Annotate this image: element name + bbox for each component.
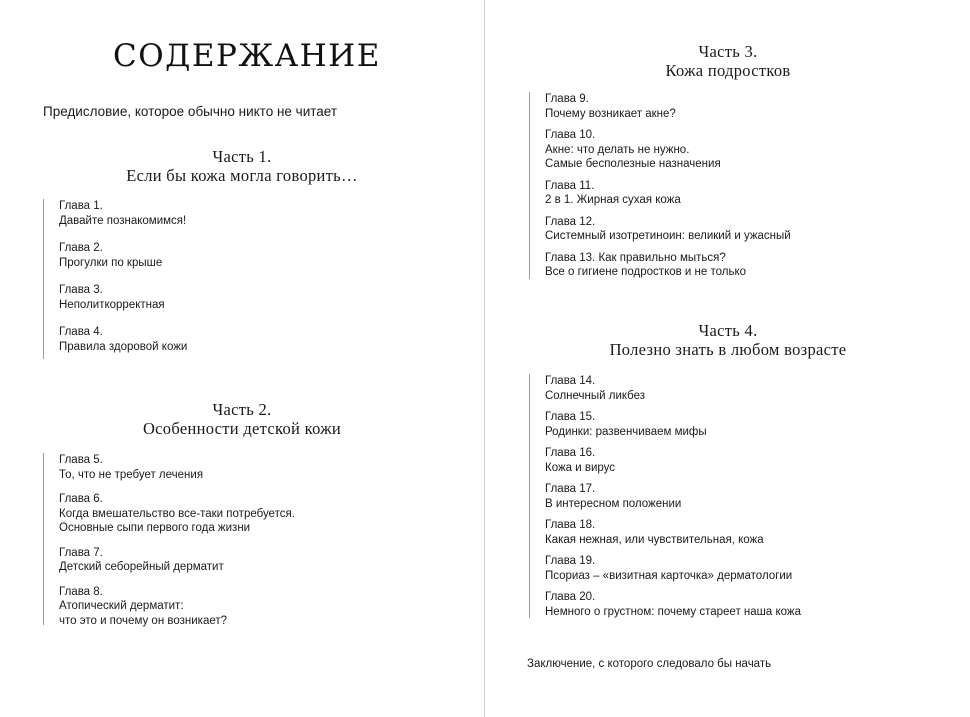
chapter-19[interactable] (545, 554, 801, 583)
chapter-13-number: Глава 13. Как правильно мыться? (545, 251, 726, 264)
chapter-6-number: Глава 6. (59, 493, 103, 505)
part-4-chapter-list (529, 374, 801, 618)
chapter-2-number: Глава 2. (59, 242, 103, 254)
part-4-heading (578, 321, 878, 359)
conclusion-entry[interactable]: Заключение, с которого следовало бы начать (527, 658, 772, 670)
part-1-heading (92, 147, 392, 185)
chapter-8-number: Глава 8. (59, 585, 103, 598)
chapter-8-title-line-1: Атопический дерматит: (59, 600, 184, 612)
part-1-name: Если бы кожа могла говорить… (126, 166, 358, 185)
part-4-label: Часть 4. (698, 321, 758, 340)
chapter-18-number: Глава 18. (545, 519, 596, 531)
chapter-4[interactable] (59, 325, 187, 354)
chapter-5[interactable] (59, 453, 295, 482)
part-2-name: Особенности детской кожи (142, 419, 342, 438)
chapter-11-title: 2 в 1. Жирная сухая кожа (545, 194, 681, 206)
chapter-5-number: Глава 5. (59, 454, 103, 466)
chapter-16-number: Глава 16. (545, 447, 596, 459)
chapter-12[interactable] (545, 215, 791, 244)
chapter-4-number: Глава 4. (59, 326, 103, 338)
chapter-20[interactable] (545, 590, 801, 619)
part-3-label: Часть 3. (698, 42, 758, 61)
chapter-3-number: Глава 3. (59, 284, 103, 296)
preface-entry[interactable]: Предисловие, которое обычно никто не читает (43, 104, 338, 119)
chapter-11[interactable] (545, 179, 791, 208)
chapter-12-title: Системный изотретиноин: великий и ужасный (545, 230, 791, 242)
chapter-15-number: Глава 15. (545, 411, 596, 423)
chapter-19-title: Псориаз – «визитная карточка» дерматологии (545, 569, 793, 582)
chapter-6[interactable] (59, 492, 295, 536)
chapter-14-title: Солнечный ликбез (545, 389, 646, 402)
right-page (486, 0, 970, 717)
chapter-10-title-line-1: Акне: что делать не нужно. (545, 143, 690, 156)
chapter-9[interactable] (545, 92, 791, 121)
chapter-2-title: Прогулки по крыше (59, 256, 163, 269)
chapter-10-number: Глава 10. (545, 129, 596, 141)
chapter-3[interactable] (59, 283, 187, 312)
part-2-heading (92, 400, 392, 438)
chapter-9-number: Глава 9. (545, 93, 589, 105)
chapter-9-title: Почему возникает акне? (545, 107, 676, 120)
chapter-1[interactable] (59, 199, 187, 228)
chapter-5-title: То, что не требует лечения (59, 468, 204, 481)
chapter-2[interactable] (59, 241, 187, 270)
chapter-3-title: Неполиткорректная (59, 298, 165, 311)
chapter-17[interactable] (545, 482, 801, 511)
chapter-16-title: Кожа и вирус (545, 461, 616, 474)
chapter-13[interactable] (545, 251, 791, 280)
chapter-20-number: Глава 20. (545, 591, 596, 603)
part-4-name: Полезно знать в любом возрасте (609, 340, 847, 359)
chapter-10-title-line-2: Самые бесполезные назначения (545, 158, 721, 170)
chapter-7[interactable] (59, 546, 295, 575)
chapter-4-title: Правила здоровой кожи (59, 340, 188, 353)
chapter-17-number: Глава 17. (545, 483, 596, 495)
chapter-8[interactable] (59, 585, 295, 629)
chapter-12-number: Глава 12. (545, 215, 596, 228)
chapter-1-title: Давайте познакомимся! (59, 214, 187, 227)
chapter-15[interactable] (545, 410, 801, 439)
chapter-14[interactable] (545, 374, 801, 403)
chapter-6-title-line-2: Основные сыпи первого года жизни (59, 522, 251, 534)
part-3-heading (578, 42, 878, 80)
chapter-20-title: Немного о грустном: почему стареет наша кожа (545, 605, 801, 618)
chapter-14-number: Глава 14. (545, 375, 596, 387)
part-2-label: Часть 2. (212, 400, 272, 419)
chapter-10[interactable] (545, 128, 791, 172)
chapter-13-subtitle: Все о гигиене подростков и не только (545, 266, 747, 278)
part-3-chapter-list (529, 92, 791, 279)
chapter-19-number: Глава 19. (545, 555, 596, 567)
chapter-8-title-line-2: что это и почему он возникает? (59, 614, 228, 627)
chapter-1-number: Глава 1. (59, 200, 103, 212)
chapter-15-title: Родинки: развенчиваем мифы (545, 425, 707, 438)
part-2-chapter-list (43, 453, 295, 625)
chapter-11-number: Глава 11. (545, 179, 595, 192)
chapter-16[interactable] (545, 446, 801, 475)
page-title: СОДЕРЖАНИЕ (113, 38, 381, 74)
part-3-name: Кожа подростков (665, 61, 791, 80)
part-1-chapter-list (43, 199, 187, 359)
chapter-7-title: Детский себорейный дерматит (59, 561, 224, 573)
chapter-6-title-line-1: Когда вмешательство все-таки потребуется. (59, 507, 295, 520)
part-1-label: Часть 1. (212, 147, 272, 166)
chapter-17-title: В интересном положении (545, 497, 682, 510)
chapter-7-number: Глава 7. (59, 546, 103, 559)
chapter-18[interactable] (545, 518, 801, 547)
chapter-18-title: Какая нежная, или чувствительная, кожа (545, 533, 764, 546)
